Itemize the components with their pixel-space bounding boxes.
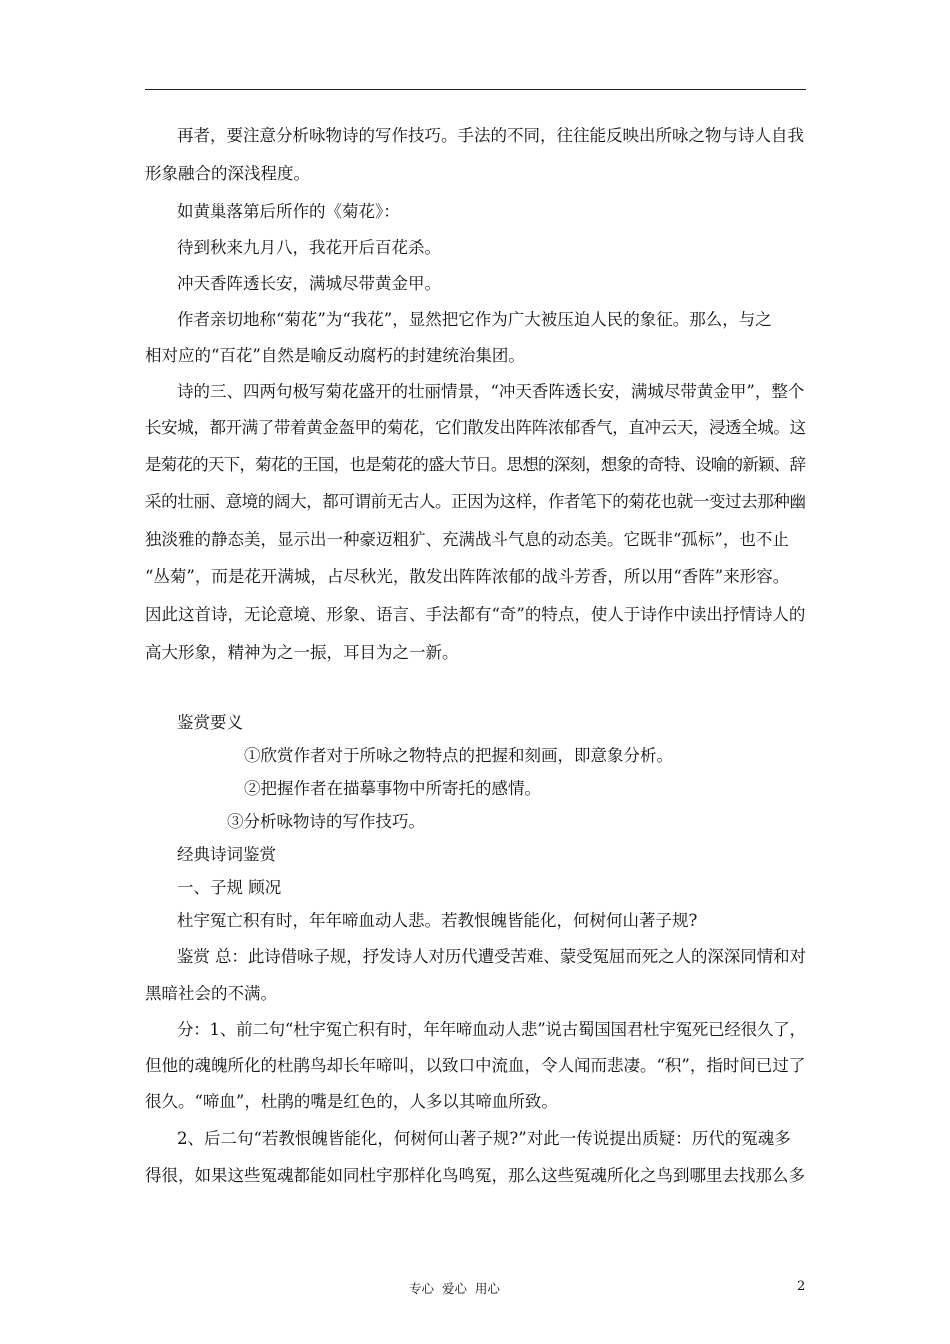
paragraph-line: 诗的三、四两句极写菊花盛开的壮丽情景，“冲天香阵透长安，满城尽带黄金甲”，整个 bbox=[177, 382, 805, 401]
paragraph-line: 但他的魂魄所化的杜鹃鸟却长年啼叫，以致口中流血，令人闻而悲凄。“积”，指时间已过了 bbox=[145, 1056, 806, 1075]
paragraph-line: 是菊花的天下，菊花的王国，也是菊花的盛大节日。思想的深刻，想象的奇特、设喻的新颖、辞 bbox=[145, 455, 806, 474]
paragraph-line: “丛菊”，而是花开满城，占尽秋光，散发出阵阵浓郁的战斗芳香，所以用“香阵”来形容。 bbox=[145, 567, 790, 586]
poem-line: 冲天香阵透长安，满城尽带黄金甲。 bbox=[177, 274, 441, 293]
section-heading: 鉴赏要义 bbox=[177, 713, 243, 732]
paragraph-line: 相对应的“百花”自然是喻反动腐朽的封建统治集团。 bbox=[145, 346, 525, 365]
list-item: ③分析咏物诗的写作技巧。 bbox=[227, 812, 425, 831]
paragraph-line: 鉴赏 总：此诗借咏子规，抒发诗人对历代遭受苦难、蒙受冤屈而死之人的深深同情和对 bbox=[177, 947, 806, 966]
paragraph-line: 2、后二句“若教恨魄皆能化，何树何山著子规?”对此一传说提出质疑：历代的冤魂多 bbox=[177, 1129, 791, 1148]
paragraph-line: 分：1、前二句“杜宇冤亡积有时，年年啼血动人悲”说古蜀国国君杜宇冤死已经很久了， bbox=[177, 1020, 806, 1039]
paragraph-line: 作者亲切地称“菊花”为“我花”，显然把它作为广大被压迫人民的象征。那么，与之 bbox=[177, 310, 772, 329]
paragraph-line: 长安城，都开满了带着黄金盔甲的菊花，它们散发出阵阵浓郁香气，直冲云天，浸透全城。这 bbox=[145, 418, 806, 437]
list-item: ②把握作者在描摹事物中所寄托的感情。 bbox=[244, 779, 541, 798]
paragraph-line: 因此这首诗，无论意境、形象、语言、手法都有“奇”的特点，使人于诗作中读出抒情诗人的 bbox=[145, 605, 806, 624]
paragraph-line: 独淡雅的静态美，显示出一种豪迈粗犷、充满战斗气息的动态美。它既非“孤标”，也不止 bbox=[145, 530, 789, 549]
paragraph-line: 很久。“啼血”，杜鹃的嘴是红色的，人多以其啼血所致。 bbox=[145, 1092, 558, 1111]
paragraph-line: 如黄巢落第后所作的《菊花》： bbox=[177, 202, 400, 221]
poem-title: 一、子规 顾况 bbox=[177, 878, 282, 897]
poem-line: 杜宇冤亡积有时，年年啼血动人悲。若教恨魄皆能化，何树何山著子规? bbox=[177, 911, 698, 930]
footer-motto: 专心 爱心 用心 bbox=[409, 1281, 500, 1296]
header-rule bbox=[145, 89, 806, 90]
section-heading: 经典诗词鉴赏 bbox=[177, 845, 276, 864]
paragraph-line: 得很，如果这些冤魂都能如同杜宇那样化鸟鸣冤，那么这些冤魂所化之鸟到哪里去找那么多 bbox=[145, 1166, 805, 1185]
paragraph-line: 采的壮丽、意境的阔大，都可谓前无古人。正因为这样，作者笔下的菊花也就一变过去那种幽 bbox=[145, 492, 806, 511]
paragraph-line: 高大形象，精神为之一振，耳目为之一新。 bbox=[145, 643, 459, 662]
paragraph-line: 形象融合的深浅程度。 bbox=[145, 164, 310, 183]
page-number: 2 bbox=[797, 1279, 806, 1294]
paragraph-line: 再者，要注意分析咏物诗的写作技巧。手法的不同，往往能反映出所咏之物与诗人自我 bbox=[177, 126, 804, 145]
list-item: ①欣赏作者对于所咏之物特点的把握和刻画，即意象分析。 bbox=[244, 746, 673, 765]
poem-line: 待到秋来九月八，我花开后百花杀。 bbox=[177, 238, 441, 257]
paragraph-line: 黑暗社会的不满。 bbox=[145, 984, 277, 1003]
